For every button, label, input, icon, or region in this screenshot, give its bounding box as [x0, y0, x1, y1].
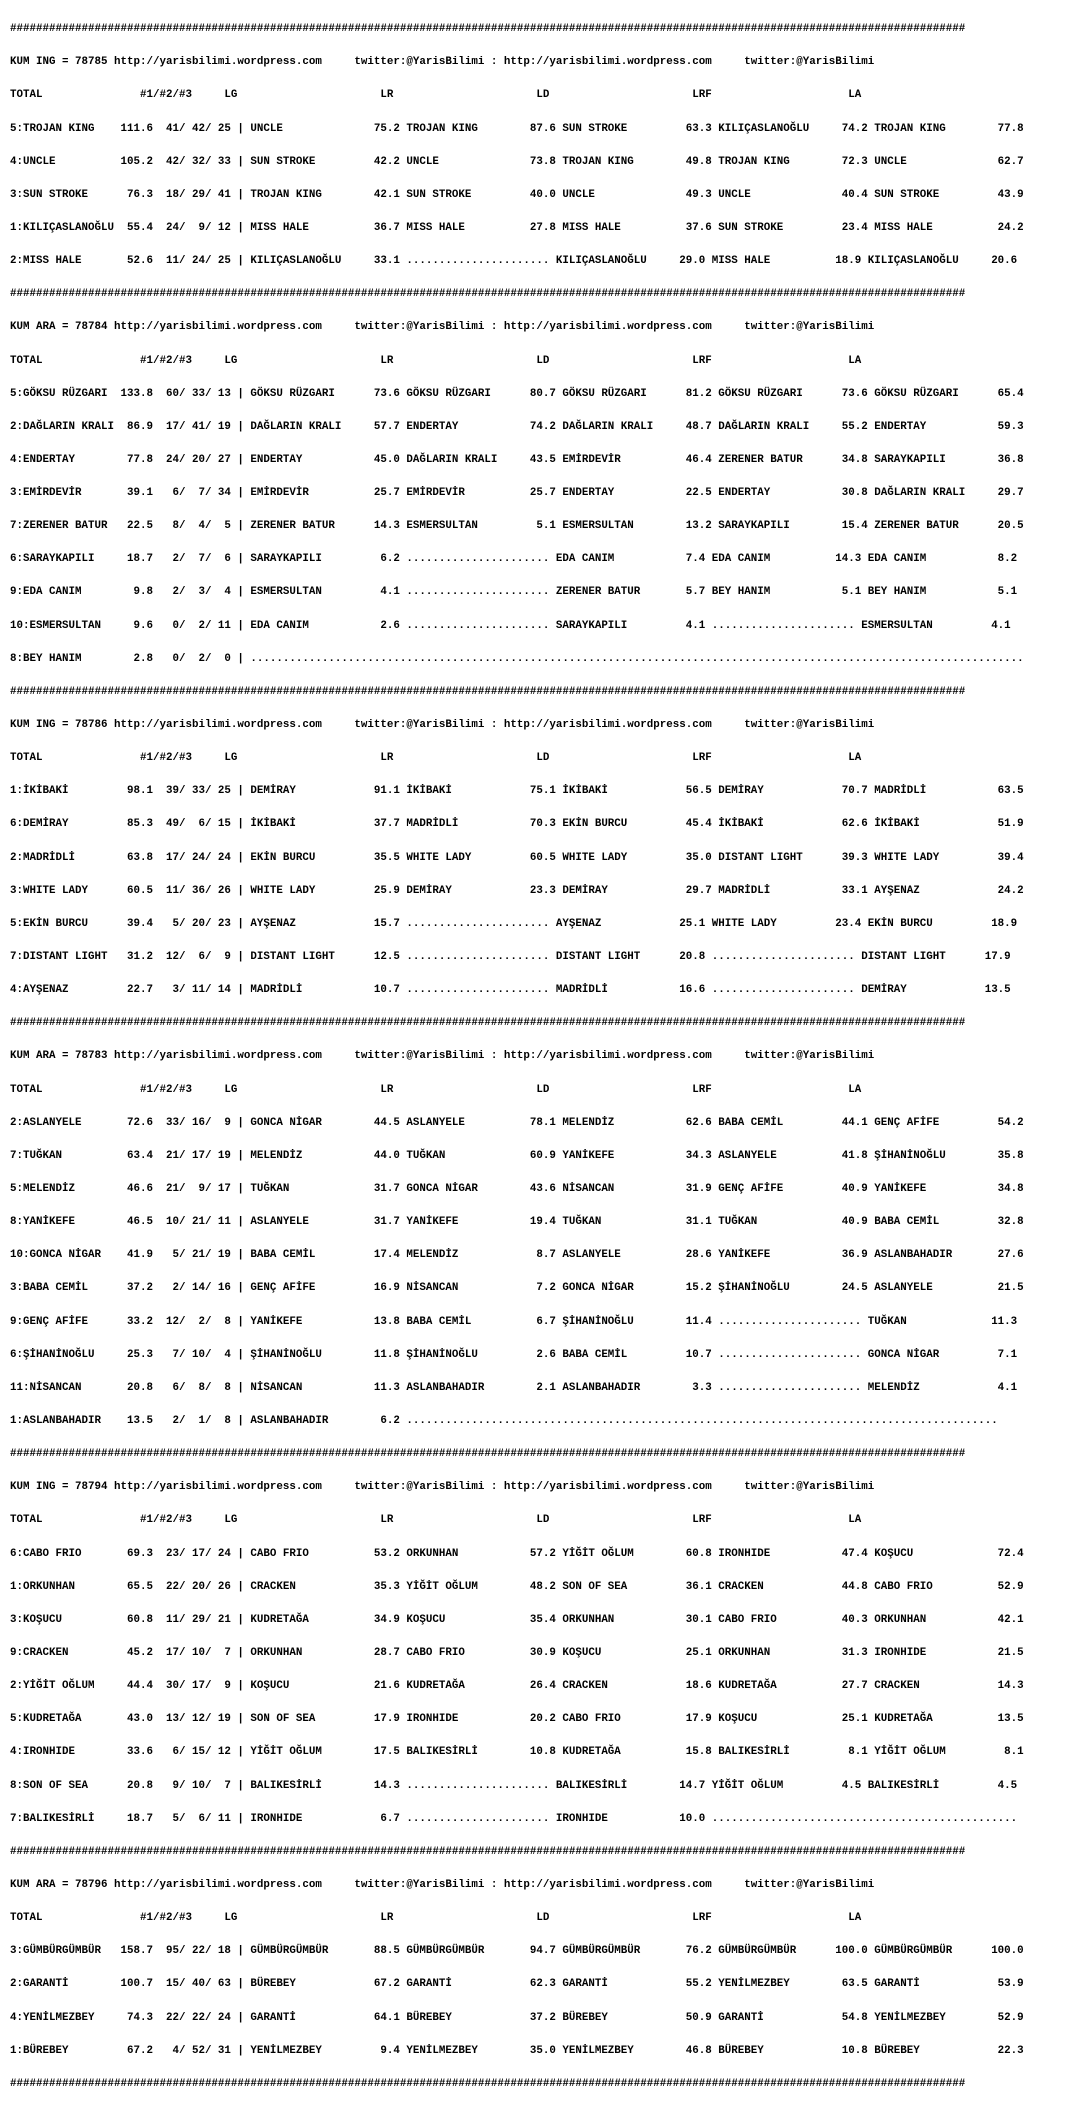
- text-line: TOTAL #1/#2/#3 LG LR LD LRF LA: [10, 1083, 862, 1096]
- text-line: 3:KOŞUCU 60.8 11/ 29/ 21 | KUDRETAĞA 34.9 KOŞUCU 35.4 ORKUNHAN 30.1 CABO FRIO 40.3 ORKUNHAN 42.1: [10, 1613, 1024, 1626]
- text-line: ###################################################################################################################################################: [10, 1448, 966, 1461]
- text-line: 1:ASLANBAHADIR 13.5 2/ 1/ 8 | ASLANBAHADIR 6.2 ...........................................................................................: [10, 1415, 998, 1427]
- text-line: 4:ENDERTAY 77.8 24/ 20/ 27 | ENDERTAY 45.0 DAĞLARIN KRALI 43.5 EMİRDEVİR 46.4 ZERENER BATUR 34.8 SARAYKAPILI 36.8: [10, 453, 1024, 466]
- text-line: TOTAL #1/#2/#3 LG LR LD LRF LA: [10, 1912, 862, 1925]
- text-line: 7:TUĞKAN 63.4 21/ 17/ 19 | MELENDİZ 44.0 TUĞKAN 60.9 YANİKEFE 34.3 ASLANYELE 41.8 ŞİHANİNOĞLU 35.8: [10, 1149, 1024, 1162]
- text-line: 2:DAĞLARIN KRALI 86.9 17/ 41/ 19 | DAĞLARIN KRALI 57.7 ENDERTAY 74.2 DAĞLARIN KRALI 48.7 DAĞLARIN KRALI 55.2 ENDERTAY 59.3: [10, 420, 1024, 433]
- text-line: 9:EDA CANIM 9.8 2/ 3/ 4 | ESMERSULTAN 4.1 ...................... ZERENER BATUR 5.7 BEY HANIM 5.1 BEY HANIM 5.1: [10, 586, 1018, 599]
- text-line: 5:EKİN BURCU 39.4 5/ 20/ 23 | AYŞENAZ 15.7 ...................... AYŞENAZ 25.1 WHITE LADY 23.4 EKİN BURCU 18.9: [10, 917, 1018, 930]
- text-line: 4:IRONHIDE 33.6 6/ 15/ 12 | YİĞİT OĞLUM 17.5 BALIKESİRLİ 10.8 KUDRETAĞA 15.8 BALIKESİRLİ 8.1 YİĞİT OĞLUM 8.1: [10, 1746, 1024, 1759]
- text-line: 3:WHITE LADY 60.5 11/ 36/ 26 | WHITE LADY 25.9 DEMİRAY 23.3 DEMİRAY 29.7 MADRİDLİ 33.1 AYŞENAZ 24.2: [10, 884, 1024, 897]
- text-line: 9:CRACKEN 45.2 17/ 10/ 7 | ORKUNHAN 28.7 CABO FRIO 30.9 KOŞUCU 25.1 ORKUNHAN 31.3 IRONHIDE 21.5: [10, 1646, 1024, 1659]
- text-line: 1:KILIÇASLANOĞLU 55.4 24/ 9/ 12 | MISS HALE 36.7 MISS HALE 27.8 MISS HALE 37.6 SUN STROKE 23.4 MISS HALE 24.2: [10, 221, 1024, 234]
- text-line: 10:GONCA NİGAR 41.9 5/ 21/ 19 | BABA CEMİL 17.4 MELENDİZ 8.7 ASLANYELE 28.6 YANİKEFE 36.9 ASLANBAHADIR 27.6: [10, 1249, 1024, 1262]
- text-line: 8:BEY HANIM 2.8 0/ 2/ 0 | .......................................................................................................................: [10, 652, 1024, 665]
- text-line: 2:GARANTİ 100.7 15/ 40/ 63 | BÜREBEY 67.2 GARANTİ 62.3 GARANTİ 55.2 YENİLMEZBEY 63.5 GARANTİ 53.9: [10, 1978, 1024, 1991]
- text-line: 6:DEMİRAY 85.3 49/ 6/ 15 | İKİBAKİ 37.7 MADRİDLİ 70.3 EKİN BURCU 45.4 İKİBAKİ 62.6 İKİBAKİ 51.9: [10, 818, 1024, 831]
- text-line: ###################################################################################################################################################: [10, 1017, 966, 1030]
- text-line: TOTAL #1/#2/#3 LG LR LD LRF LA: [10, 354, 862, 367]
- text-line: 6:CABO FRIO 69.3 23/ 17/ 24 | CABO FRIO 53.2 ORKUNHAN 57.2 YİĞİT OĞLUM 60.8 IRONHIDE 47.4 KOŞUCU 72.4: [10, 1547, 1024, 1560]
- text-line: 4:AYŞENAZ 22.7 3/ 11/ 14 | MADRİDLİ 10.7 ...................... MADRİDLİ 16.6 ...................... DEMİRAY 13.5: [10, 984, 1011, 997]
- text-line: 2:YİĞİT OĞLUM 44.4 30/ 17/ 9 | KOŞUCU 21.6 KUDRETAĞA 26.4 CRACKEN 18.6 KUDRETAĞA 27.7 CRACKEN 14.3: [10, 1680, 1024, 1693]
- text-line: KUM ING = 78785 http://yarisbilimi.wordpress.com twitter:@YarisBilimi : http://yarisbilimi.wordpress.com twitter:@YarisBilimi: [10, 56, 875, 69]
- text-line: 2:MISS HALE 52.6 11/ 24/ 25 | KILIÇASLANOĞLU 33.1 ...................... KILIÇASLANOĞLU 29.0 MISS HALE 18.9 KILIÇASLANOĞLU 20.6: [10, 255, 1018, 268]
- text-line: 8:SON OF SEA 20.8 9/ 10/ 7 | BALIKESİRLİ 14.3 ...................... BALIKESİRLİ 14.7 YİĞİT OĞLUM 4.5 BALIKESİRLİ 4.5: [10, 1779, 1018, 1792]
- text-line: 5:GÖKSU RÜZGARI 133.8 60/ 33/ 13 | GÖKSU RÜZGARI 73.6 GÖKSU RÜZGARI 80.7 GÖKSU RÜZGARI 81.2 GÖKSU RÜZGARI 73.6 GÖKSU RÜZGARI 65.4: [10, 387, 1024, 400]
- text-line: 3:EMİRDEVİR 39.1 6/ 7/ 34 | EMİRDEVİR 25.7 EMİRDEVİR 25.7 ENDERTAY 22.5 ENDERTAY 30.8 DAĞLARIN KRALI 29.7: [10, 487, 1024, 500]
- text-line: 3:BABA CEMİL 37.2 2/ 14/ 16 | GENÇ AFİFE 16.9 NİSANCAN 7.2 GONCA NİGAR 15.2 ŞİHANİNOĞLU 24.5 ASLANYELE 21.5: [10, 1282, 1024, 1295]
- text-line: 7:BALIKESİRLİ 18.7 5/ 6/ 11 | IRONHIDE 6.7 ...................... IRONHIDE 10.0 ...............................................: [10, 1812, 1018, 1825]
- race-stats-document: [10, 2, 1024, 2101]
- text-line: 1:ORKUNHAN 65.5 22/ 20/ 26 | CRACKEN 35.3 YİĞİT OĞLUM 48.2 SON OF SEA 36.1 CRACKEN 44.8 CABO FRIO 52.9: [10, 1580, 1024, 1593]
- text-line: 3:GÜMBÜRGÜMBÜR 158.7 95/ 22/ 18 | GÜMBÜRGÜMBÜR 88.5 GÜMBÜRGÜMBÜR 94.7 GÜMBÜRGÜMBÜR 76.2 GÜMBÜRGÜMBÜR 100.0 GÜMBÜRGÜMBÜR 100.0: [10, 1945, 1024, 1958]
- text-line: 11:NİSANCAN 20.8 6/ 8/ 8 | NİSANCAN 11.3 ASLANBAHADIR 2.1 ASLANBAHADIR 3.3 ...................... MELENDİZ 4.1: [10, 1381, 1018, 1394]
- text-line: 7:ZERENER BATUR 22.5 8/ 4/ 5 | ZERENER BATUR 14.3 ESMERSULTAN 5.1 ESMERSULTAN 13.2 SARAYKAPILI 15.4 ZERENER BATUR 20.5: [10, 520, 1024, 533]
- text-line: KUM ING = 78786 http://yarisbilimi.wordpress.com twitter:@YarisBilimi : http://yarisbilimi.wordpress.com twitter:@YarisBilimi: [10, 719, 875, 732]
- text-line: 9:GENÇ AFİFE 33.2 12/ 2/ 8 | YANİKEFE 13.8 BABA CEMİL 6.7 ŞİHANİNOĞLU 11.4 ...................... TUĞKAN 11.3: [10, 1315, 1018, 1328]
- text-line: 4:YENİLMEZBEY 74.3 22/ 22/ 24 | GARANTİ 64.1 BÜREBEY 37.2 BÜREBEY 50.9 GARANTİ 54.8 YENİLMEZBEY 52.9: [10, 2011, 1024, 2024]
- text-line: TOTAL #1/#2/#3 LG LR LD LRF LA: [10, 752, 862, 765]
- text-line: KUM ING = 78794 http://yarisbilimi.wordpress.com twitter:@YarisBilimi : http://yarisbilimi.wordpress.com twitter:@YarisBilimi: [10, 1481, 875, 1494]
- text-line: 2:ASLANYELE 72.6 33/ 16/ 9 | GONCA NİGAR 44.5 ASLANYELE 78.1 MELENDİZ 62.6 BABA CEMİL 44.1 GENÇ AFİFE 54.2: [10, 1116, 1024, 1129]
- text-line: 10:ESMERSULTAN 9.6 0/ 2/ 11 | EDA CANIM 2.6 ...................... SARAYKAPILI 4.1 ...................... ESMERSULTAN 4.1: [10, 619, 1011, 632]
- text-line: 6:ŞİHANİNOĞLU 25.3 7/ 10/ 4 | ŞİHANİNOĞLU 11.8 ŞİHANİNOĞLU 2.6 BABA CEMİL 10.7 ...................... GONCA NİGAR 7.1: [10, 1348, 1018, 1361]
- text-line: TOTAL #1/#2/#3 LG LR LD LRF LA: [10, 89, 862, 102]
- text-line: ###################################################################################################################################################: [10, 2077, 966, 2090]
- text-line: 4:UNCLE 105.2 42/ 32/ 33 | SUN STROKE 42.2 UNCLE 73.8 TROJAN KING 49.8 TROJAN KING 72.3 UNCLE 62.7: [10, 155, 1024, 168]
- text-line: KUM ARA = 78783 http://yarisbilimi.wordpress.com twitter:@YarisBilimi : http://yarisbilimi.wordpress.com twitter:@YarisBilimi: [10, 1050, 875, 1063]
- text-line: 6:SARAYKAPILI 18.7 2/ 7/ 6 | SARAYKAPILI 6.2 ...................... EDA CANIM 7.4 EDA CANIM 14.3 EDA CANIM 8.2: [10, 553, 1018, 566]
- text-line: 7:DISTANT LIGHT 31.2 12/ 6/ 9 | DISTANT LIGHT 12.5 ...................... DISTANT LIGHT 20.8 ...................... DISTANT LIGHT 17.9: [10, 951, 1011, 964]
- text-line: 5:MELENDİZ 46.6 21/ 9/ 17 | TUĞKAN 31.7 GONCA NİGAR 43.6 NİSANCAN 31.9 GENÇ AFİFE 40.9 YANİKEFE 34.8: [10, 1183, 1024, 1196]
- text-line: 2:MADRİDLİ 63.8 17/ 24/ 24 | EKİN BURCU 35.5 WHITE LADY 60.5 WHITE LADY 35.0 DISTANT LIGHT 39.3 WHITE LADY 39.4: [10, 851, 1024, 864]
- text-line: 5:KUDRETAĞA 43.0 13/ 12/ 19 | SON OF SEA 17.9 IRONHIDE 20.2 CABO FRIO 17.9 KOŞUCU 25.1 KUDRETAĞA 13.5: [10, 1713, 1024, 1726]
- text-line: TOTAL #1/#2/#3 LG LR LD LRF LA: [10, 1514, 862, 1527]
- text-line: ###################################################################################################################################################: [10, 685, 966, 698]
- text-line: 1:İKİBAKİ 98.1 39/ 33/ 25 | DEMİRAY 91.1 İKİBAKİ 75.1 İKİBAKİ 56.5 DEMİRAY 70.7 MADRİDLİ 63.5: [10, 785, 1024, 798]
- text-line: ###################################################################################################################################################: [10, 288, 966, 301]
- text-line: ###################################################################################################################################################: [10, 23, 966, 36]
- text-line: 1:BÜREBEY 67.2 4/ 52/ 31 | YENİLMEZBEY 9.4 YENİLMEZBEY 35.0 YENİLMEZBEY 46.8 BÜREBEY 10.8 BÜREBEY 22.3: [10, 2044, 1024, 2057]
- text-line: 5:TROJAN KING 111.6 41/ 42/ 25 | UNCLE 75.2 TROJAN KING 87.6 SUN STROKE 63.3 KILIÇASLANOĞLU 74.2 TROJAN KING 77.8: [10, 122, 1024, 135]
- text-line: ###################################################################################################################################################: [10, 1845, 966, 1858]
- text-line: 8:YANİKEFE 46.5 10/ 21/ 11 | ASLANYELE 31.7 YANİKEFE 19.4 TUĞKAN 31.1 TUĞKAN 40.9 BABA CEMİL 32.8: [10, 1216, 1024, 1229]
- text-line: 3:SUN STROKE 76.3 18/ 29/ 41 | TROJAN KING 42.1 SUN STROKE 40.0 UNCLE 49.3 UNCLE 40.4 SUN STROKE 43.9: [10, 188, 1024, 201]
- text-line: KUM ARA = 78784 http://yarisbilimi.wordpress.com twitter:@YarisBilimi : http://yarisbilimi.wordpress.com twitter:@YarisBilimi: [10, 321, 875, 334]
- text-line: KUM ARA = 78796 http://yarisbilimi.wordpress.com twitter:@YarisBilimi : http://yarisbilimi.wordpress.com twitter:@YarisBilimi: [10, 1878, 875, 1891]
